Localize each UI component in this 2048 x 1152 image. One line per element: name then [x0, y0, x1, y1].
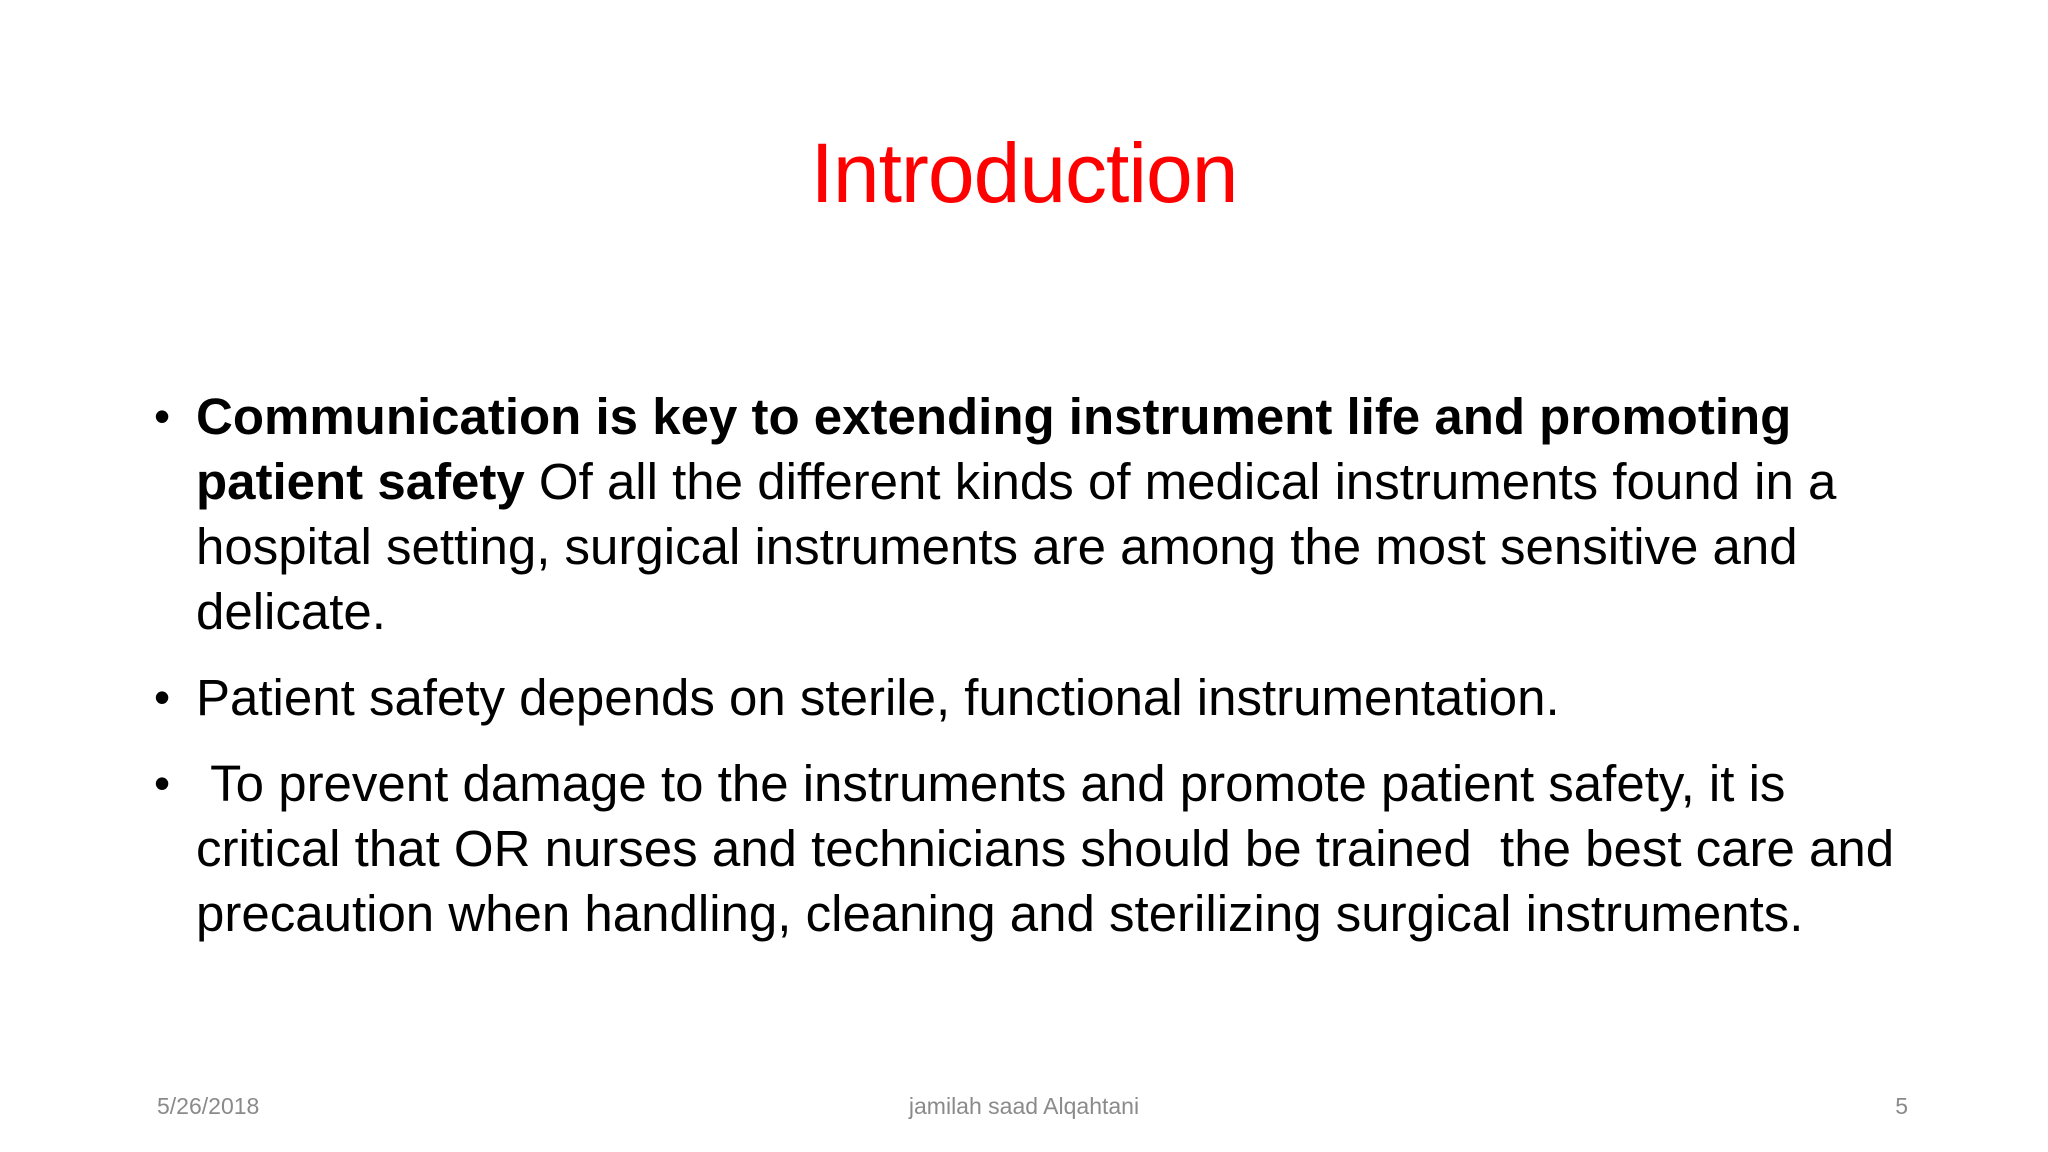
footer-page-number: 5 [1895, 1093, 1908, 1119]
bullet-item-1 [150, 384, 1910, 644]
footer-author: jamilah saad Alqahtani [908, 1093, 1140, 1119]
footer-date: 5/26/2018 [157, 1093, 260, 1119]
slide-title: Introduction [810, 126, 1238, 220]
bullet-text: Patient safety depends on sterile, functional instrumentation. [196, 669, 1560, 726]
bullet-bold-text: Communication is key to extending instrument life and promoting patient safety [196, 388, 1792, 510]
bullet-item-2 [150, 665, 1910, 730]
bullet-icon: • [154, 757, 171, 809]
bullet-text: To prevent damage to the instruments and promote patient safety, it is critical that OR nurses and technicians should be trained the best care and precaution when handling, cleaning and sterilizing surgical instruments. [196, 755, 1909, 942]
bullet-text: Of all the different kinds of medical instruments found in a hospital setting, surgical instruments are among the most sensitive and delicate. [196, 453, 1837, 640]
bullet-list [150, 384, 1910, 967]
bullet-item-3 [150, 751, 1910, 946]
bullet-icon: • [154, 390, 171, 442]
bullet-icon: • [154, 671, 171, 723]
